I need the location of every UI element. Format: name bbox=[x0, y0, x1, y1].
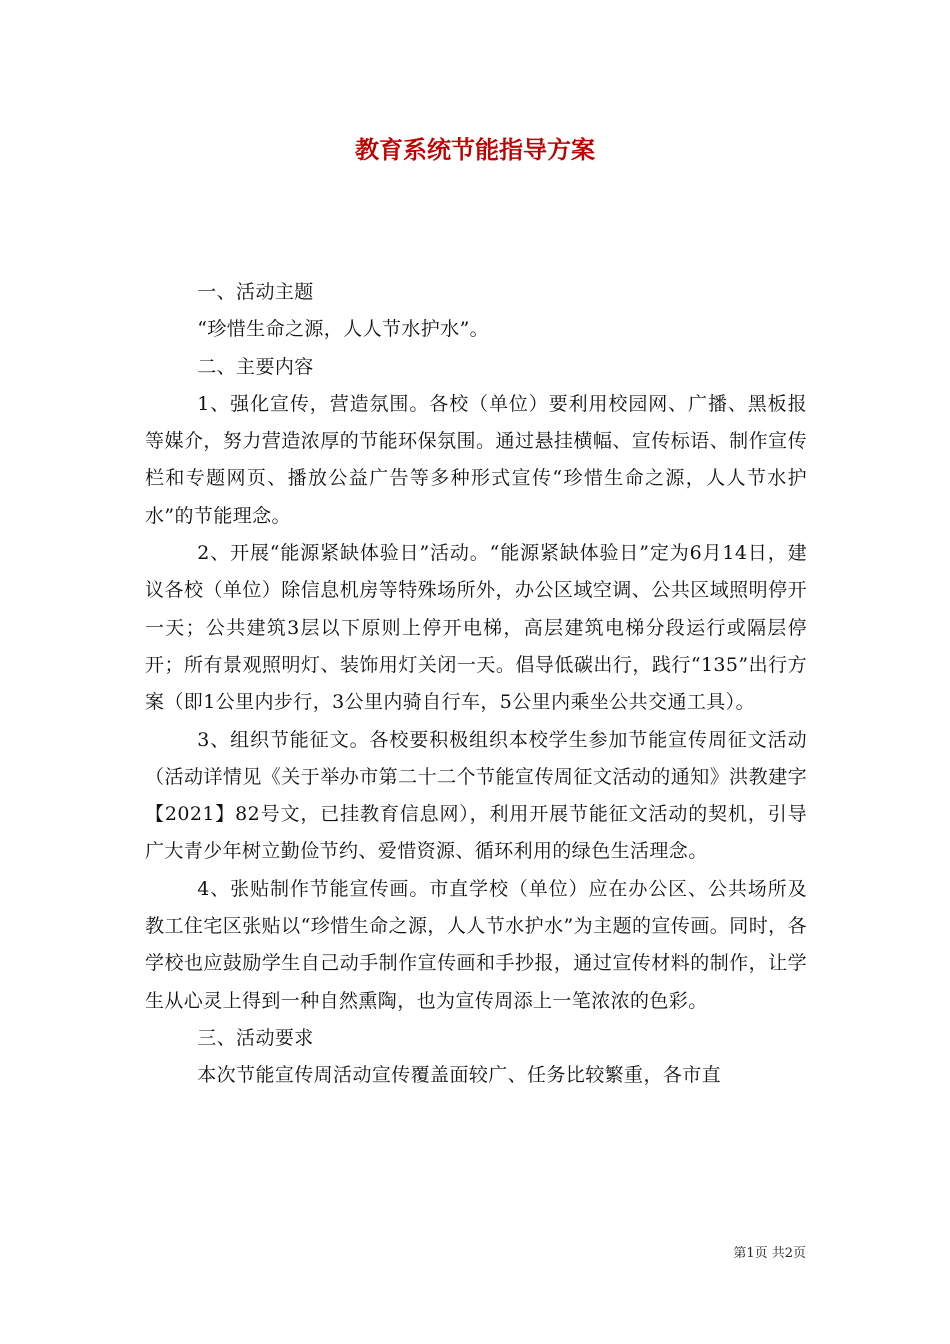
content-item-1: 1、强化宣传，营造氛围。各校（单位）要利用校园网、广播、黑板报等媒介，努力营造浓厚的节能环保氛围。通过悬挂横幅、宣传标语、制作宣传栏和专题网页、播放公益广告等多种形式宣传“珍惜生命之源，人人节水护水”的节能理念。 bbox=[145, 392, 807, 527]
requirements-paragraph: 本次节能宣传周活动宣传覆盖面较广、任务比较繁重，各市直 bbox=[197, 1064, 722, 1087]
section-heading-theme: 一、活动主题 bbox=[197, 281, 314, 303]
page-number-footer: 第1页 共2页 bbox=[733, 1246, 806, 1261]
theme-slogan: “珍惜生命之源，人人节水护水”。 bbox=[197, 318, 490, 341]
content-item-4: 4、张贴制作节能宣传画。市直学校（单位）应在办公区、公共场所及教工住宅区张贴以“珍惜生命之源，人人节水护水”为主题的宣传画。同时，各学校也应鼓励学生自己动手制作宣传画和手抄报，通过宣传材料的制作，让学生从心灵上得到一种自然熏陶，也为宣传周添上一笔浓浓的色彩。 bbox=[145, 877, 807, 1012]
page-title: 教育系统节能指导方案 bbox=[355, 136, 595, 164]
section-heading-requirements: 三、活动要求 bbox=[197, 1026, 314, 1049]
document-body bbox=[145, 274, 807, 1095]
content-item-2: 2、开展“能源紧缺体验日”活动。“能源紧缺体验日”定为6月14日，建议各校（单位）除信息机房等特殊场所外，办公区域空调、公共区域照明停开一天；公共建筑3层以下原则上停开电梯，高层建筑电梯分段运行或隔层停开；所有景观照明灯、装饰用灯关闭一天。倡导低碳出行，践行“135”出行方案（即1公里内步行，3公里内骑自行车，5公里内乘坐公共交通工具）。 bbox=[145, 542, 807, 714]
content-item-3: 3、组织节能征文。各校要积极组织本校学生参加节能宣传周征文活动（活动详情见《关于举办市第二十二个节能宣传周征文活动的通知》洪教建字【2021】82号文，已挂教育信息网），利用开展节能征文活动的契机，引导广大青少年树立勤俭节约、爱惜资源、循环利用的绿色生活理念。 bbox=[145, 728, 807, 863]
section-heading-content: 二、主要内容 bbox=[197, 355, 314, 378]
